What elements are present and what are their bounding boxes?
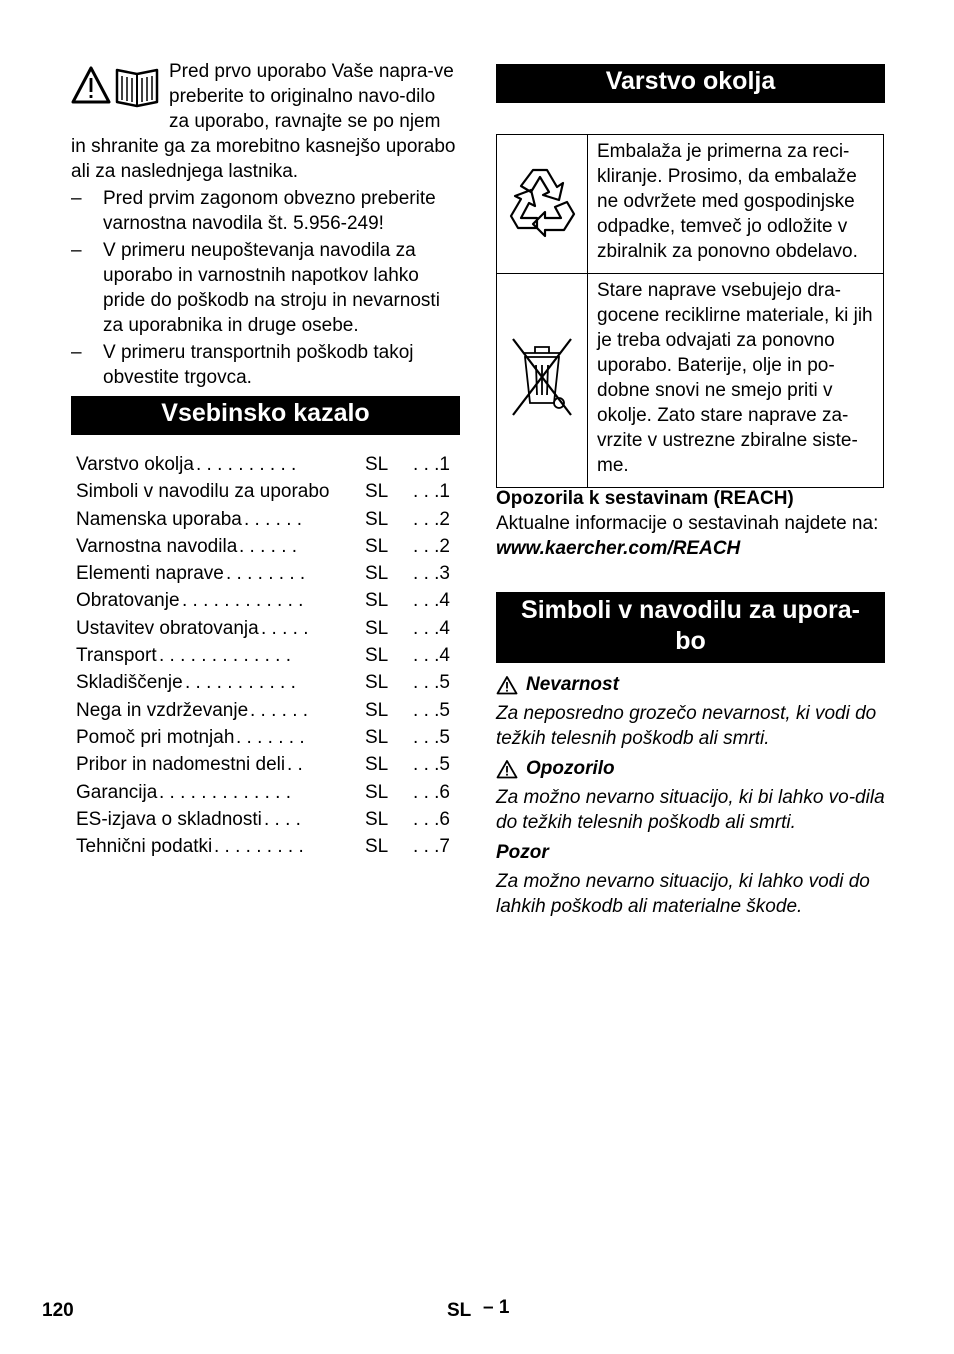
footer-page: – 1 (483, 1297, 510, 1318)
toc-entry (71, 807, 460, 834)
toc-entry-page: . . .2 (413, 508, 450, 530)
toc-entry-dots: . . . . . . (239, 535, 298, 557)
toc-entry (71, 780, 460, 807)
toc-entry (71, 752, 460, 779)
symbol-label: Opozorilo (496, 756, 885, 781)
toc-entry (71, 507, 460, 534)
toc-entry-page: . . .2 (413, 535, 450, 557)
toc-entry-dots: . . . . . . . . . . . (185, 672, 296, 694)
toc-entry-dots: . . . . . . (250, 699, 309, 721)
toc-entry (71, 479, 460, 506)
toc-entry-dots: . . . . . . . . . (214, 836, 304, 858)
toc-entry-page: . . .1 (413, 481, 450, 503)
env-heading: Varstvo okolja (496, 64, 885, 103)
intro-text: Pred prvo uporabo Vaše napra-ve preberite to originalno navo-dilo za uporabo, ravnajte se po njem in shranite ga za morebitno kasnejšo uporabo ali za naslednjega lastnika. (71, 61, 456, 182)
env-table (496, 134, 884, 488)
symbol-label: Pozor (496, 842, 549, 863)
toc-entry-language: SL (365, 808, 389, 830)
toc-entry (71, 834, 460, 861)
list-item: – V primeru transportnih poškodb takoj obvestite trgovca. (71, 342, 414, 388)
toc-entry-dots: . . . . . . . . . . (196, 454, 297, 475)
list-item: – Pred prvim zagonom obvezno preberite varnostna navodila št. 5.956-249! (71, 188, 436, 234)
toc-entry-title: Obratovanje (76, 590, 180, 612)
intro-bullets (71, 186, 460, 390)
page-number: 120 (42, 1300, 74, 1321)
toc-entry-title: Tehnični podatki (76, 836, 213, 858)
toc-entry-page: . . .5 (413, 726, 450, 748)
toc-entry-title: Namenska uporaba (76, 508, 242, 530)
warning-icon (496, 675, 518, 695)
toc-entry-language: SL (365, 454, 389, 475)
toc-entry-language: SL (365, 726, 389, 748)
reach-section (496, 486, 885, 561)
toc-entry-language: SL (365, 672, 389, 694)
toc-entry-dots: . . . . . . . . (226, 563, 306, 585)
toc-entry-title: Nega in vzdrževanje (76, 699, 249, 721)
symbols-section (496, 672, 885, 919)
toc-entry (71, 452, 460, 479)
toc-entry-dots: . . . . . . (244, 508, 303, 530)
warning-manual-icon (71, 64, 163, 108)
toc-entry-title: Varnostna navodila (76, 535, 238, 557)
toc-entry (71, 588, 460, 615)
toc-entry-page: . . .1 (413, 454, 450, 475)
toc-entry-title: Garancija (76, 781, 158, 803)
toc-entry-title: Skladiščenje (76, 672, 183, 694)
toc-entry-title: Transport (76, 645, 157, 667)
table-of-contents (71, 452, 460, 861)
toc-entry-dots: . . . . . . . . . . . . . (159, 781, 291, 803)
toc-entry (71, 670, 460, 697)
toc-entry (71, 643, 460, 670)
toc-entry (71, 616, 460, 643)
toc-entry-page: . . .5 (413, 754, 450, 776)
toc-entry (71, 698, 460, 725)
toc-heading: Vsebinsko kazalo (71, 396, 460, 435)
toc-entry-language: SL (365, 563, 389, 585)
toc-entry-page: . . .3 (413, 563, 450, 585)
symbol-text: Za možno nevarno situacijo, ki bi lahko vo-dila do težkih telesnih poškodb ali smrti. (496, 787, 885, 833)
toc-entry-page: . . .4 (413, 617, 450, 639)
toc-entry (71, 725, 460, 752)
toc-entry-page: . . .4 (413, 590, 450, 612)
intro-icons (71, 64, 163, 112)
table-row (497, 135, 884, 274)
toc-entry-dots: . . . . (264, 808, 301, 830)
env-text-cell: Embalaža je primerna za reci-kliranje. Prosimo, da embalaže ne odvržete med gospodinjske odpadke, temveč jo odložite v zbiralnik za ponovno obdelavo. (588, 135, 884, 274)
toc-entry-dots: . . . . . . . . . . . . . (159, 645, 291, 667)
toc-entry-dots: . . . . . . . . . . . . (182, 590, 304, 612)
toc-entry-language: SL (365, 645, 389, 667)
toc-entry-language: SL (365, 754, 389, 776)
toc-entry-language: SL (365, 508, 389, 530)
intro-section (71, 59, 460, 390)
toc-entry-page: . . .6 (413, 781, 450, 803)
toc-entry-title: Pribor in nadomestni deli (76, 754, 286, 776)
recycling-icon (503, 162, 581, 240)
symbol-label: Nevarnost (496, 672, 885, 697)
toc-entry-title: Varstvo okolja (76, 454, 194, 475)
toc-entry-language: SL (365, 781, 389, 803)
toc-entry-page: . . .4 (413, 645, 450, 667)
toc-entry-title: Elementi naprave (76, 563, 224, 585)
symbol-text: Za neposredno grozečo nevarnost, ki vodi do težkih telesnih poškodb ali smrti. (496, 703, 877, 749)
toc-entry-title: ES-izjava o skladnosti (76, 808, 262, 830)
symbols-heading (496, 592, 885, 663)
toc-entry-language: SL (365, 836, 389, 858)
reach-url: www.kaercher.com/REACH (496, 538, 741, 559)
list-item: – V primeru neupoštevanja navodila za uporabo in varnostnih napotkov lahko pride do poškodb na stroju in nevarnosti za uporabnika in druge osebe. (71, 240, 440, 336)
toc-entry-title: Pomoč pri motnjah (76, 726, 235, 748)
toc-entry-language: SL (365, 590, 389, 612)
toc-entry-title: Ustavitev obratovanja (76, 617, 259, 639)
symbol-text: Za možno nevarno situacijo, ki lahko vodi do lahkih poškodb ali materialne škode. (496, 871, 870, 917)
footer-language: SL (447, 1300, 472, 1321)
toc-entry-page: . . .7 (413, 836, 450, 858)
toc-entry-page: . . .6 (413, 808, 450, 830)
crossed-bin-icon (509, 335, 575, 419)
warning-icon (496, 759, 518, 779)
toc-entry-language: SL (365, 699, 389, 721)
env-icon-cell (497, 274, 588, 488)
reach-title: Opozorila k sestavinam (REACH) (496, 488, 794, 509)
toc-entry-language: SL (365, 481, 389, 503)
toc-entry-dots: . . . . . . . (236, 726, 305, 748)
toc-entry-dots: . . (287, 754, 303, 776)
toc-entry-language: SL (365, 535, 389, 557)
toc-entry-page: . . .5 (413, 699, 450, 721)
toc-entry-page: . . .5 (413, 672, 450, 694)
reach-text: Aktualne informacije o sestavinah najdete na: (496, 513, 879, 534)
toc-entry-title: Simboli v navodilu za uporabo (76, 481, 330, 503)
env-text-cell: Stare naprave vsebujejo dra-gocene reciklirne materiale, ki jih je treba odvajati za ponovno uporabo. Baterije, olje in po-dobne snovi ne smejo priti v okolje. Zato stare naprave za-vrzite v ustrezne zbiralne siste-me. (588, 274, 884, 488)
toc-entry-language: SL (365, 617, 389, 639)
symbols-heading-line: bo (675, 627, 706, 655)
toc-entry (71, 534, 460, 561)
table-row (497, 274, 884, 488)
symbols-heading-line: Simboli v navodilu za upora- (521, 596, 860, 624)
toc-entry-dots: . . . . . (261, 617, 309, 639)
env-icon-cell (497, 135, 588, 274)
toc-entry (71, 561, 460, 588)
